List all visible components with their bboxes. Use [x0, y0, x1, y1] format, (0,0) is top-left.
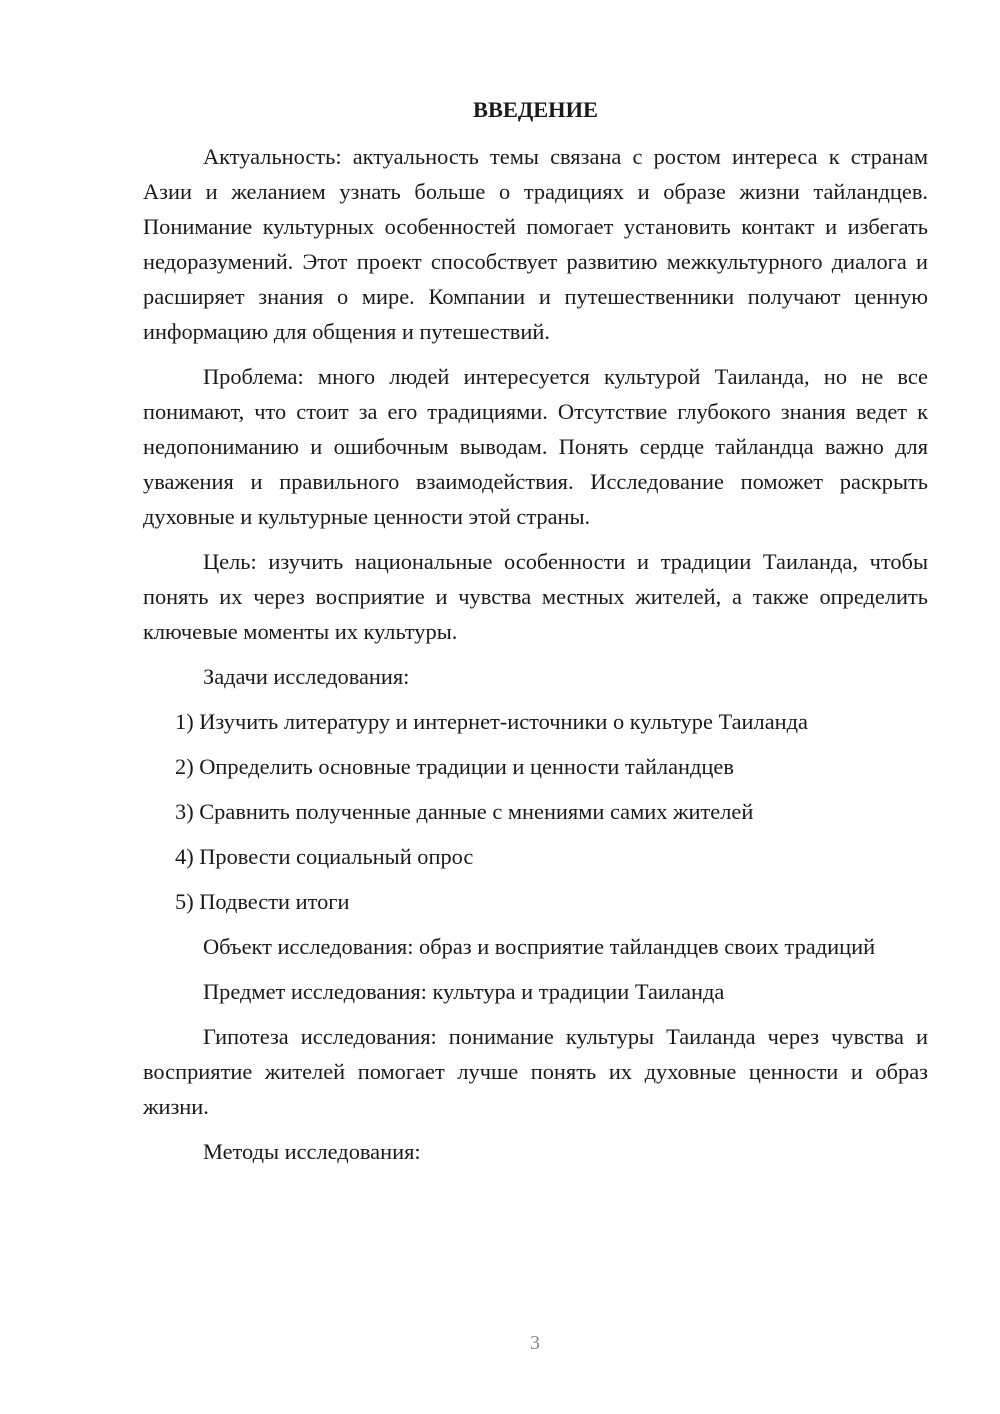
methods-heading: Методы исследования: [203, 1139, 421, 1164]
tasks-list [143, 704, 928, 919]
object-paragraph: Объект исследования: образ и восприятие тайландцев своих традиций [203, 934, 876, 959]
problem-paragraph: Проблема: много людей интересуется культурой Таиланда, но не все понимают, что стоит за его традициями. Отсутствие глубокого знания ведет к недопониманию и ошибочным выводам. Понять сердце тайландца важно для уважения и правильного взаимодействия. Исследование поможет раскрыть духовные и культурные ценности этой страны. [143, 364, 928, 529]
list-item: 2) Определить основные традиции и ценности тайландцев [175, 754, 734, 779]
list-item: 1) Изучить литературу и интернет-источники о культуре Таиланда [175, 709, 808, 734]
goal-paragraph: Цель: изучить национальные особенности и традиции Таиланда, чтобы понять их через восприятие и чувства местных жителей, а также определить ключевые моменты их культуры. [143, 549, 928, 644]
relevance-paragraph: Актуальность: актуальность темы связана с ростом интереса к странам Азии и желанием узнать больше о традициях и образе жизни тайландцев. Понимание культурных особенностей помогает установить контакт и избегать недоразумений. Этот проект способствует развитию межкультурного диалога и расширяет знания о мире. Компании и путешественники получают ценную информацию для общения и путешествий. [143, 144, 928, 344]
list-item: 5) Подвести итоги [175, 889, 350, 914]
list-item: 4) Провести социальный опрос [175, 844, 474, 869]
tasks-heading: Задачи исследования: [203, 664, 410, 689]
hypothesis-paragraph: Гипотеза исследования: понимание культуры Таиланда через чувства и восприятие жителей помогает лучше понять их духовные ценности и образ жизни. [143, 1024, 928, 1119]
page-number: 3 [530, 1332, 540, 1354]
list-item: 3) Сравнить полученные данные с мнениями самих жителей [175, 799, 754, 824]
page-title: ВВЕДЕНИЕ [473, 97, 598, 122]
document-page [143, 92, 928, 1179]
subject-paragraph: Предмет исследования: культура и традиции Таиланда [203, 979, 725, 1004]
